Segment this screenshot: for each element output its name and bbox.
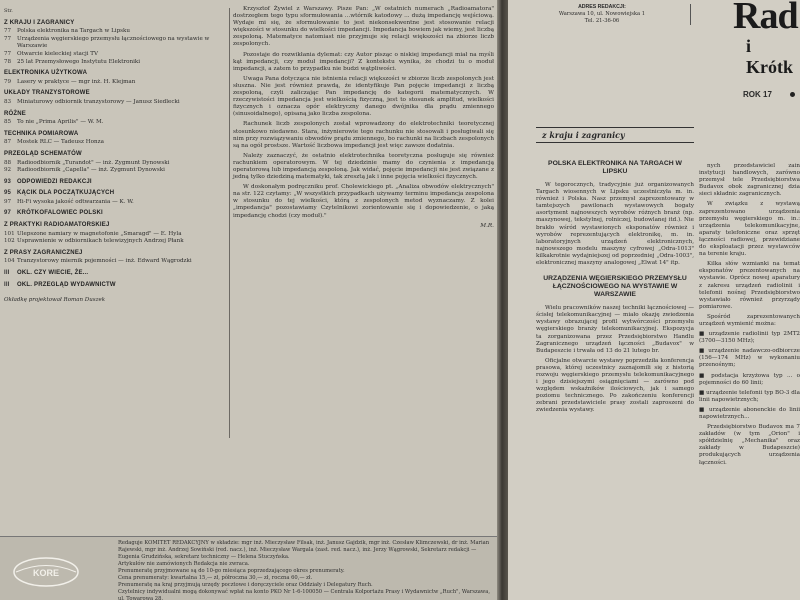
- toc-item-text: Radioodbiornik „Turandot" — inż. Zygmunt Dynowski: [17, 159, 170, 166]
- article1-title: POLSKA ELEKTRONIKA NA TARGACH W LIPSKU: [548, 160, 682, 175]
- toc-section-name: KRÓTKOFALOWIEC POLSKI: [17, 210, 103, 217]
- toc-section-name: ODPOWIEDZI REDAKCJI: [17, 178, 92, 185]
- toc-item-text: Mostek RLC — Tadeusz Honza: [17, 139, 104, 146]
- cover-designer-note: Okładkę projektował Roman Duszek: [4, 297, 106, 304]
- article-paragraph: W doskonałym podręczniku prof. Cholewickiego pt. „Analiza obwodów elektrycznych" na str. 122 czytamy: „W wszystkich przypadkach używamy terminu impedancja zespolona w stosunku do tej wielkości, którą z zespolonych metod wyznaczamy. Z kolei „impedancja" pozostawiamy Czytelnikowi zorientowanie się i dopowiedzenie, o jaką impedancję chodzi (czy moduł).": [233, 184, 494, 219]
- masthead-subtitle: i Krótk: [746, 36, 793, 77]
- toc-section-title: TECHNIKA POMIAROWA: [4, 130, 79, 137]
- reader-reply-article: [233, 6, 494, 230]
- section-heading: z kraju i zagranicy: [536, 127, 694, 143]
- article1-paragraph: W tegorocznych, tradycyjnie już organizowanych Targach wiosennych w Lipsku uczestniczyła m. in. również i Polska. Nasz przemysł zaprezentowany w tamtejszych pawilonach wystawowych bogaty asortyment najnowszych wyrobów różnych branż (np. maszynowej, tekstylnej, rolniczej, budowlanej itd.). Nie brakło wśród wystawionych eksponatów również i wyrobów reprezentujących elektronikę, m. in. laboratoryjnych urządzeń elektronicznych, najnowszego modelu maszyny cyfrowej „Odra-1013" kilkakrotnie wydajniejszej od poprzedniej „Odra-1003", elektronicznej maszyny analogowej „Elwat 14" itp.: [536, 182, 694, 267]
- editorial-line: Artykułów nie zamówionych Redakcja nie zwraca.: [118, 561, 250, 567]
- toc-section-name: OKL. CZY WIECIE, ŻE...: [17, 270, 89, 277]
- toc-section-title: [4, 210, 226, 218]
- column3-paragraph: W związku z wystawą zaprezentowano urządzenia przemysłu węgierskiego m. in.: urządzenia telekomunikacyjne, aparaty telefoniczne oraz sprzęt łączności radiowej, przewidziane do eksploatacji przez wystawców na terenie kraju.: [699, 201, 800, 258]
- column3-paragraph: ■ podstacja krzyżowa typ ... o pojemności do 60 linii;: [699, 372, 800, 386]
- toc-page-number: 95: [4, 190, 12, 197]
- column3-paragraph: ■ urządzenie abonenckie do linii napowietrznych...: [699, 406, 800, 420]
- toc-section-row: [4, 190, 226, 198]
- column-divider: [229, 8, 230, 438]
- toc-item-text: 25 lat Przemysłowego Instytutu Elektroniki: [17, 58, 141, 65]
- article-paragraph: Należy zaznaczyć, że ostatnio elektrotechnika teoretyczna posługuje się również rachunkiem operatorowym. W tej dziedzinie mamy do czynienia z impedancją operatorową lub impedancją zespoloną. Jak widać, pojęcie impedancji nie jest związane z jedną tylko dziedziną matematyki, tak zresztą jak i inne pojęcia wielkości fizycznych.: [233, 152, 494, 181]
- toc-page-number: 97: [4, 198, 12, 205]
- toc-item-text: To nie „Prima Aprilis" — W. M.: [17, 119, 104, 126]
- column3-paragraph: ■ urządzenie telefonii typ BO-3 dla linii napowietrznych;: [699, 389, 800, 403]
- publisher-logo: [12, 555, 80, 589]
- toc-item: [4, 79, 226, 87]
- toc-page-number: 79: [4, 78, 12, 85]
- toc-item-text: Hi-Fi wysoka jakość odtwarzania — K. W.: [17, 198, 134, 205]
- toc-page-number: 87: [4, 139, 12, 146]
- article-paragraphs: [233, 6, 494, 220]
- address-label: ADRES REDAKCJI:: [578, 4, 626, 10]
- editorial-text: [118, 540, 492, 600]
- toc-section-name: OKL. PRZEGLĄD WYDAWNICTW: [17, 281, 116, 288]
- toc-item: [4, 28, 226, 36]
- toc-section-title: Z KRAJU I ZAGRANICY: [4, 19, 75, 26]
- toc-section-title: [4, 282, 226, 290]
- toc-page-number: 77: [4, 35, 12, 42]
- toc-item: [4, 167, 226, 175]
- toc-page-number: 101: [4, 230, 15, 237]
- toc-item-text: Otwarcie kieleckiej stacji TV: [17, 50, 99, 57]
- toc-section-title: Z PRAKTYKI RADIOAMATORSKIEJ: [4, 222, 110, 229]
- column3-paragraph: Przedsiębiorstwo Budavox ma 7 zakładów (w tym „Orion" i spółdzielnię „Mechanika" oraz zakłady w Budapeszcie) produkujących urządzenia łączności.: [699, 424, 800, 466]
- column3-paragraph: Spośród zaprezentowanych urządzeń wymienić można:: [699, 313, 800, 327]
- toc-item: [4, 160, 226, 168]
- toc-section-title: [4, 270, 226, 278]
- toc-item: [4, 119, 226, 127]
- toc-item-text: Radioodbiornik „Capella" — inż. Zygmunt Dynowski: [17, 167, 165, 174]
- editorial-line: Czytelnicy indywidualni mogą dokonywać wpłat na konto PKO Nr 1-6-100050 — Centrala Kolportażu Prasy i Wydawnictw „Ruch", Warszawa, ul. Towarowa 28.: [118, 589, 490, 600]
- toc-item: [4, 36, 226, 51]
- toc-section-title: Z PRASY ZAGRANICZNEJ: [4, 249, 83, 256]
- toc-page-label: Str.: [4, 8, 13, 14]
- address-street: Warszawa 10, ul. Nowowiejska 1: [558, 11, 646, 17]
- article-signature: M.R.: [480, 222, 494, 229]
- toc-item-text: Polska elektronika na Targach w Lipsku: [17, 28, 131, 35]
- article2-title: URZĄDZENIA WĘGIERSKIEGO PRZEMYSŁU ŁĄCZNOŚCIOWEGO NA WYSTAWIE W WARSZAWIE: [543, 275, 687, 299]
- toc-page-number: III: [4, 270, 10, 277]
- column3-paragraph: nych przedstawiciel zain instytucji handlowych, zarówno przemysł tele Przedsiębiorstwa Budavox obok zagranicznej dzia sieci składnic zagranicznych.: [699, 163, 800, 198]
- toc-page-number: 88: [4, 159, 12, 166]
- editorial-line: Redaguje KOMITET REDAKCYJNY w składzie: mgr inż. Mieczysław Filsak, inż. Janusz Gajdzik, mgr inż. Czesław Klimczewski, dr inż. Marian Rajewski, mgr inż. Andrzej Sowiński (red. nacz.), inż. Mieczysław Wargala (zast. red. nacz.), inż. Jerzy Wągrowski, Sekretarz redakcji — Eugenia Grudzińska, sekretarz techniczny — Helena Stuczyńska.: [118, 540, 490, 560]
- toc-page-number: 83: [4, 98, 12, 105]
- toc-section-title: UKŁADY TRANZYSTOROWE: [4, 90, 90, 97]
- toc-item: [4, 139, 226, 147]
- right-page: [508, 0, 800, 600]
- toc-item: [4, 199, 226, 207]
- toc-section-row: [4, 282, 226, 290]
- editorial-address: [518, 4, 691, 25]
- toc-page-number: 77: [4, 28, 12, 35]
- toc-section-title: RÓŻNE: [4, 110, 26, 117]
- editorial-line: Prenumeratę przyjmowane są do 10-go miesiąca poprzedzającego okres prenumeraty.: [118, 568, 345, 574]
- news-column-continued: [699, 163, 800, 470]
- toc-page-number: 85: [4, 119, 12, 126]
- toc-item: [4, 51, 226, 59]
- article2-paragraph: Oficjalne otwarcie wystawy poprzedziła konferencja prasowa, której uczestnicy zaznajomili się z historią rozwoju węgierskiego przemysłu telekomunikacyjnego i jego dzisiejszymi osiągnięciami — zarówno pod względem wskaźników ilościowych, jak i samego poziomu technicznego. Po zakończeniu konferencji zebrani przedstawiciele prasy zostali zaproszeni do zwiedzenia wystawy.: [536, 357, 694, 414]
- toc-item: [4, 238, 226, 246]
- toc-page-number: 78: [4, 58, 12, 65]
- column3-paragraph: Kilka słów wzmianki na temat eksponatów prezentowanych na wystawie. Oprócz nowej aparatury z zakresu urządzeń radiolinii i telefonii nośnej Przedsiębiorstwo wystawiało również przyrządy pomiarowe.: [699, 261, 800, 310]
- article-paragraph: Pozostaje do rozwikłania dylemat: czy Autor pisząc o niskiej impedancji miał na myśli kąt impedancji, czy moduł impedancji? Z kontekstu wynika, że chodzi tu o moduł impedancji, a zatem to przypadku nie budzi wątpliwości.: [233, 51, 494, 72]
- article1-body: [536, 182, 694, 267]
- toc-item-text: Miniaturowy odbiornik tranzystorowy — Janusz Siedlecki: [17, 98, 180, 105]
- toc-section-title: [4, 179, 226, 187]
- toc-page-number: 97: [4, 210, 12, 217]
- toc-sections: [4, 20, 226, 290]
- column3-paragraph: ■ urządzenie radiolinii typ 2MT2 (3700—3150 MHz);: [699, 331, 800, 345]
- article-paragraph: Uwaga Pana dotycząca nie istnienia relacji większości w zbiorze liczb zespolonych jest słuszna. Nie jest również prawdą, że identyfikuje Pan pojęcie impedancji z liczbą zespoloną, czyli zaliczając Pan impedancję do kategorii matematycznych. W rzeczywistości impedancja jest wielkością fizyczną, jest to stosunek amplitud, wielkości fizycznych i oznacza opór elektryczny danego dwójnika dla prądu zmiennego (sinusoidalnego), opisaną jako liczba zespolona.: [233, 75, 494, 118]
- toc-item-text: Ulepszone namiary w magnetofonie „Smaragd" — E. Hyla: [17, 230, 182, 237]
- address-phone: Tel. 21-36-06: [584, 18, 620, 24]
- article2-body: [536, 305, 694, 414]
- news-column: [536, 158, 694, 418]
- toc-item: [4, 59, 226, 67]
- toc-page-number: 77: [4, 50, 12, 57]
- toc-section-row: [4, 270, 226, 278]
- editorial-line: Prenumeratę na kraj przyjmują urzędy pocztowe i doręczyciele oraz Oddziały i Delegatury Ruch.: [118, 582, 373, 588]
- article-paragraph: Rachunek liczb zespolonych został wprowadzony do elektrotechniki teoretycznej stosunkowo niedawno. Stara, inżynierowie tego rachunku nie stosowali i posługiwali się nim przy rozwiązywaniu obwodów prądu zmiennego, bo rachunki na liczbach zespolonych są na ogół prostsze. Wartość liczbowa impedancji jest więc zawsze dodatnia.: [233, 121, 494, 149]
- toc-page-number: 102: [4, 238, 15, 245]
- publisher-logo-text: KORE: [32, 568, 60, 578]
- toc-item: [4, 258, 226, 266]
- article2-paragraph: Wielu pracowników naszej techniki łącznościowej — ścisłej telekomunikacyjnej — miało okazję zwiedzenia wystawy obrazującej profil wytwórczości przemysłu węgierskiego branży telekomunikacyjnej. Ekspozycja ta zorganizowana przez Przedsiębiorstwo Handlu Zagranicznego urządzeń łączności „Budavox" w Budapeszcie i trwała od 13 do 21 lutego br.: [536, 305, 694, 354]
- article-paragraph: Krzysztof Żywiel z Warszawy. Pisze Pan: „W ostatnich numerach „Radioamatora" dostrzegłem tego typu sformułowania ...wtórnik katodowy ... dużą impedancję wejściową. Wydaje mi się, że sformułowanie to jest niekonsekwentne jest stosowanie relacji większości w stosunku do wielkości impedancji. Impedancja bowiem jak wiemy, jest liczbą zespoloną. Matematyce natomiast nie przyjmuje się relacji większości na zbiorze liczb zespolonych.: [233, 6, 494, 48]
- toc-section-title: [4, 190, 226, 198]
- toc-section-title: PRZEGLĄD SCHEMATÓW: [4, 150, 82, 157]
- toc-item-text: Urządzenia węgierskiego przemysłu łącznościowego na wystawie w Warszawie: [17, 35, 210, 50]
- masthead-title: Rad: [733, 0, 798, 37]
- toc-item-text: Usprawnienie w odbiornikach telewizyjnych Andrzej Płank: [17, 238, 184, 245]
- year-label: ROK 17: [743, 90, 772, 99]
- column3-paragraph: ■ urządzenie nadawczo-odbiorcze (156—174 MHz) w wykonaniu przenośnym;: [699, 348, 800, 369]
- editorial-box: [0, 536, 497, 600]
- toc-section-name: KĄCIK DLA POCZĄTKUJĄCYCH: [17, 190, 115, 197]
- table-of-contents: [4, 8, 226, 305]
- toc-section-row: [4, 210, 226, 218]
- toc-section-row: [4, 179, 226, 187]
- editorial-line: Cena prenumeraty: kwartalna 15,— zł, półroczna 30,— zł, roczna 60,— zł.: [118, 575, 313, 581]
- toc-page-number: 93: [4, 178, 12, 185]
- toc-page-number: III: [4, 281, 10, 288]
- bullet-dot-icon: [790, 92, 795, 97]
- toc-item-text: Tranzystorowy miernik pojemności — inż. Edward Wągrodzki: [17, 258, 192, 265]
- page-gutter: [497, 0, 508, 600]
- toc-page-number: 104: [4, 258, 15, 265]
- toc-page-number: 92: [4, 167, 12, 174]
- toc-item: [4, 231, 226, 239]
- toc-item: [4, 99, 226, 107]
- toc-section-title: ELEKTRONIKA UŻYTKOWA: [4, 70, 88, 77]
- toc-item-text: Lasery w praktyce — mgr inż. H. Klejman: [17, 78, 136, 85]
